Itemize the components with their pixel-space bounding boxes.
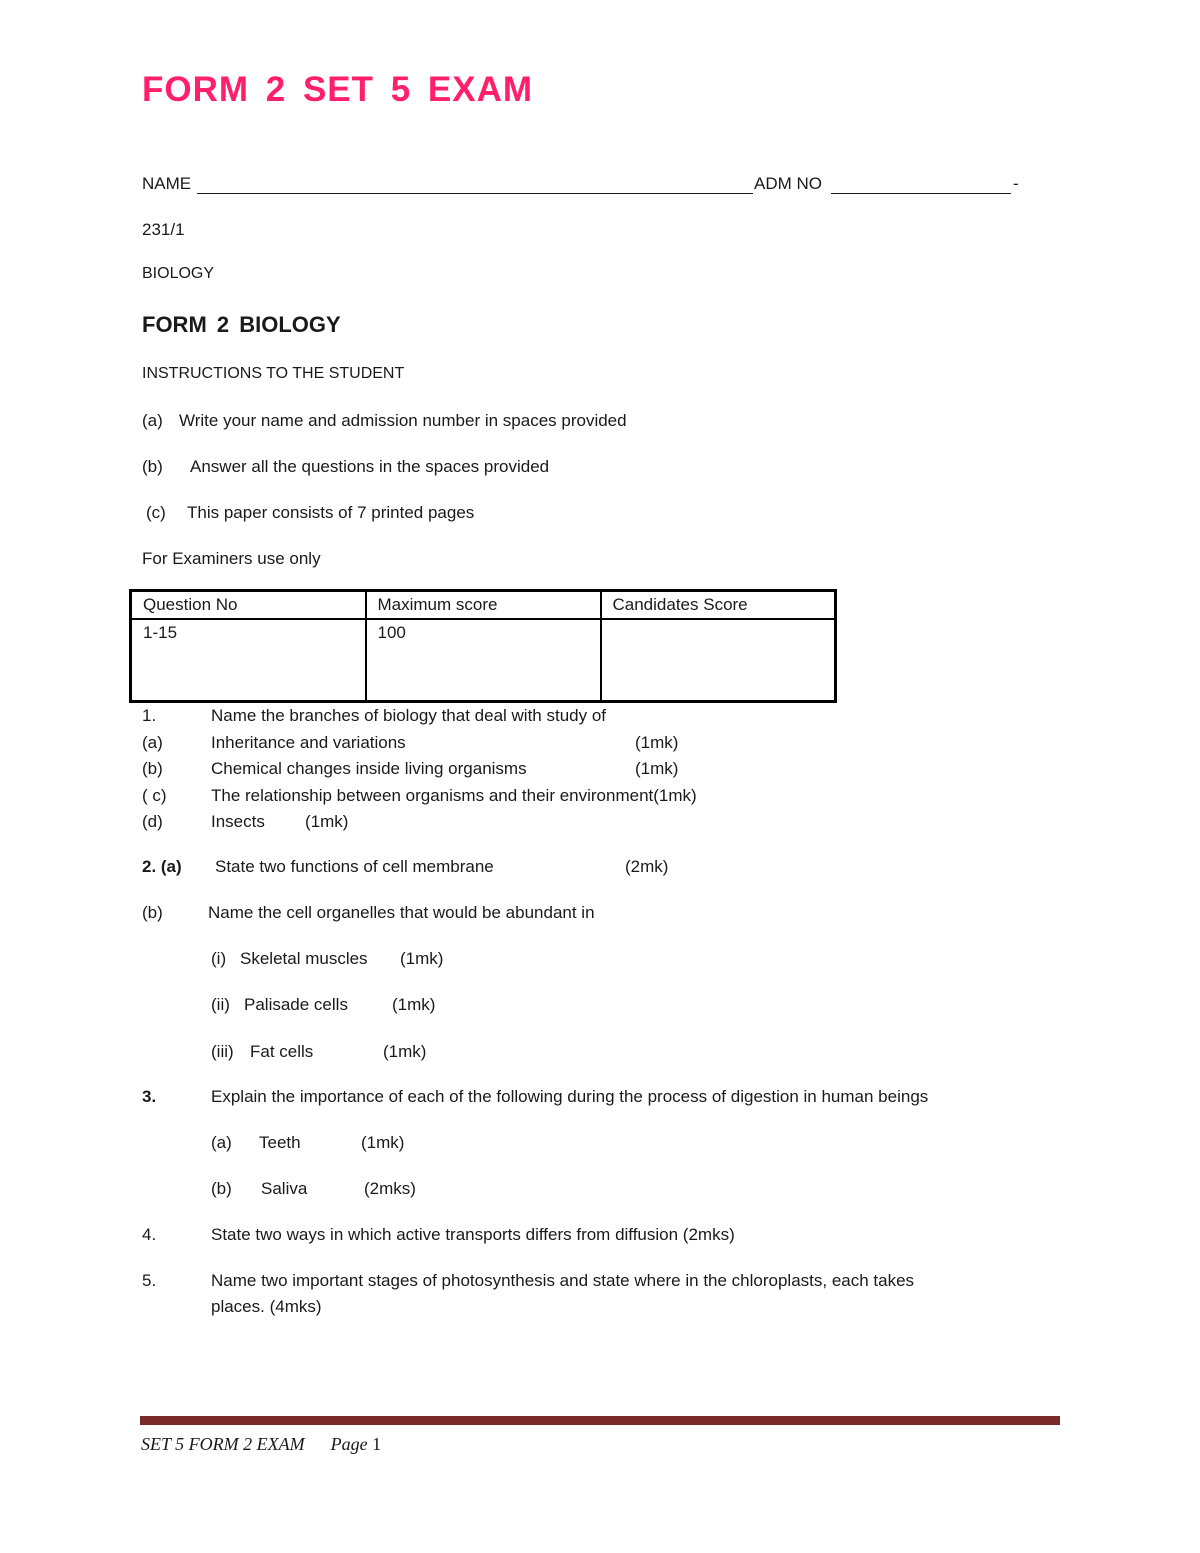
footer-divider <box>140 1416 1060 1425</box>
subject-label: BIOLOGY <box>142 265 215 282</box>
q4-text: State two ways in which active transports differs from diffusion (2mks) <box>211 1225 735 1244</box>
q4-number: 4. <box>142 1225 157 1244</box>
cell-max-score: 100 <box>366 619 601 702</box>
q3a-marks: (1mk) <box>361 1133 405 1152</box>
page-footer <box>141 1434 381 1455</box>
instructions-header: INSTRUCTIONS TO THE STUDENT <box>142 365 405 382</box>
name-blank[interactable] <box>197 193 753 194</box>
q1d-label: (d) <box>142 812 163 831</box>
examiners-note: For Examiners use only <box>142 549 321 568</box>
q1c-text: The relationship between organisms and their environment(1mk) <box>211 786 697 805</box>
q3b-label: (b) <box>211 1179 232 1198</box>
q2b-ii-label: (ii) <box>211 995 230 1014</box>
adm-trail: - <box>1013 174 1019 193</box>
instruction-c-text: This paper consists of 7 printed pages <box>187 503 475 522</box>
q2b-iii-marks: (1mk) <box>383 1042 427 1061</box>
q2b-i-text: Skeletal muscles <box>240 949 368 968</box>
q1b-text: Chemical changes inside living organisms <box>211 759 527 778</box>
instruction-b-label: (b) <box>142 457 163 476</box>
q2b-i-label: (i) <box>211 949 227 968</box>
section-heading: FORM 2 BIOLOGY <box>142 312 341 337</box>
paper-code: 231/1 <box>142 220 185 239</box>
footer-page-label: Page <box>330 1434 368 1454</box>
header-question-no: Question No <box>131 591 366 620</box>
score-table-header <box>131 591 836 620</box>
q1c-label: ( c) <box>142 786 167 805</box>
q5-text-continued: places. (4mks) <box>211 1297 322 1316</box>
adm-blank[interactable] <box>831 193 1011 194</box>
footer-page-number: 1 <box>372 1434 382 1454</box>
table-row <box>131 619 836 702</box>
score-table <box>129 589 837 703</box>
q2b-i-marks: (1mk) <box>400 949 444 968</box>
q1-text: Name the branches of biology that deal with study of <box>211 706 607 725</box>
q1a-marks: (1mk) <box>635 733 679 752</box>
q1-number: 1. <box>142 706 157 725</box>
q2a-marks: (2mk) <box>625 857 669 876</box>
q3a-text: Teeth <box>259 1133 301 1152</box>
q2b-iii-text: Fat cells <box>250 1042 314 1061</box>
q1b-label: (b) <box>142 759 163 778</box>
exam-title: FORM 2 SET 5 EXAM <box>142 70 534 109</box>
q3b-marks: (2mks) <box>364 1179 416 1198</box>
adm-label: ADM NO <box>754 174 822 193</box>
header-candidates-score: Candidates Score <box>601 591 836 620</box>
q1a-label: (a) <box>142 733 163 752</box>
q3a-label: (a) <box>211 1133 232 1152</box>
header-maximum-score: Maximum score <box>366 591 601 620</box>
footer-title: SET 5 FORM 2 EXAM <box>141 1434 305 1454</box>
cell-candidate-score[interactable] <box>601 619 836 702</box>
q2b-text: Name the cell organelles that would be abundant in <box>208 903 595 922</box>
q1d-text: Insects <box>211 812 265 831</box>
q5-number: 5. <box>142 1271 157 1290</box>
q2-number: 2. (a) <box>142 857 182 876</box>
q3b-text: Saliva <box>261 1179 308 1198</box>
q1b-marks: (1mk) <box>635 759 679 778</box>
q3-number: 3. <box>142 1087 157 1106</box>
instruction-c-label: (c) <box>146 503 166 522</box>
q1a-text: Inheritance and variations <box>211 733 406 752</box>
instruction-a-label: (a) <box>142 411 163 430</box>
q2a-text: State two functions of cell membrane <box>215 857 494 876</box>
q3-text: Explain the importance of each of the following during the process of digestion in human beings <box>211 1087 929 1106</box>
q2b-iii-label: (iii) <box>211 1042 234 1061</box>
q2b-ii-text: Palisade cells <box>244 995 348 1014</box>
q5-text: Name two important stages of photosynthesis and state where in the chloroplasts, each takes <box>211 1271 915 1290</box>
name-label: NAME <box>142 174 192 193</box>
cell-question-range: 1-15 <box>131 619 366 702</box>
q1d-marks: (1mk) <box>305 812 349 831</box>
instruction-b-text: Answer all the questions in the spaces provided <box>190 457 550 476</box>
q2b-ii-marks: (1mk) <box>392 995 436 1014</box>
instruction-a-text: Write your name and admission number in spaces provided <box>179 411 627 430</box>
q2b-label: (b) <box>142 903 163 922</box>
